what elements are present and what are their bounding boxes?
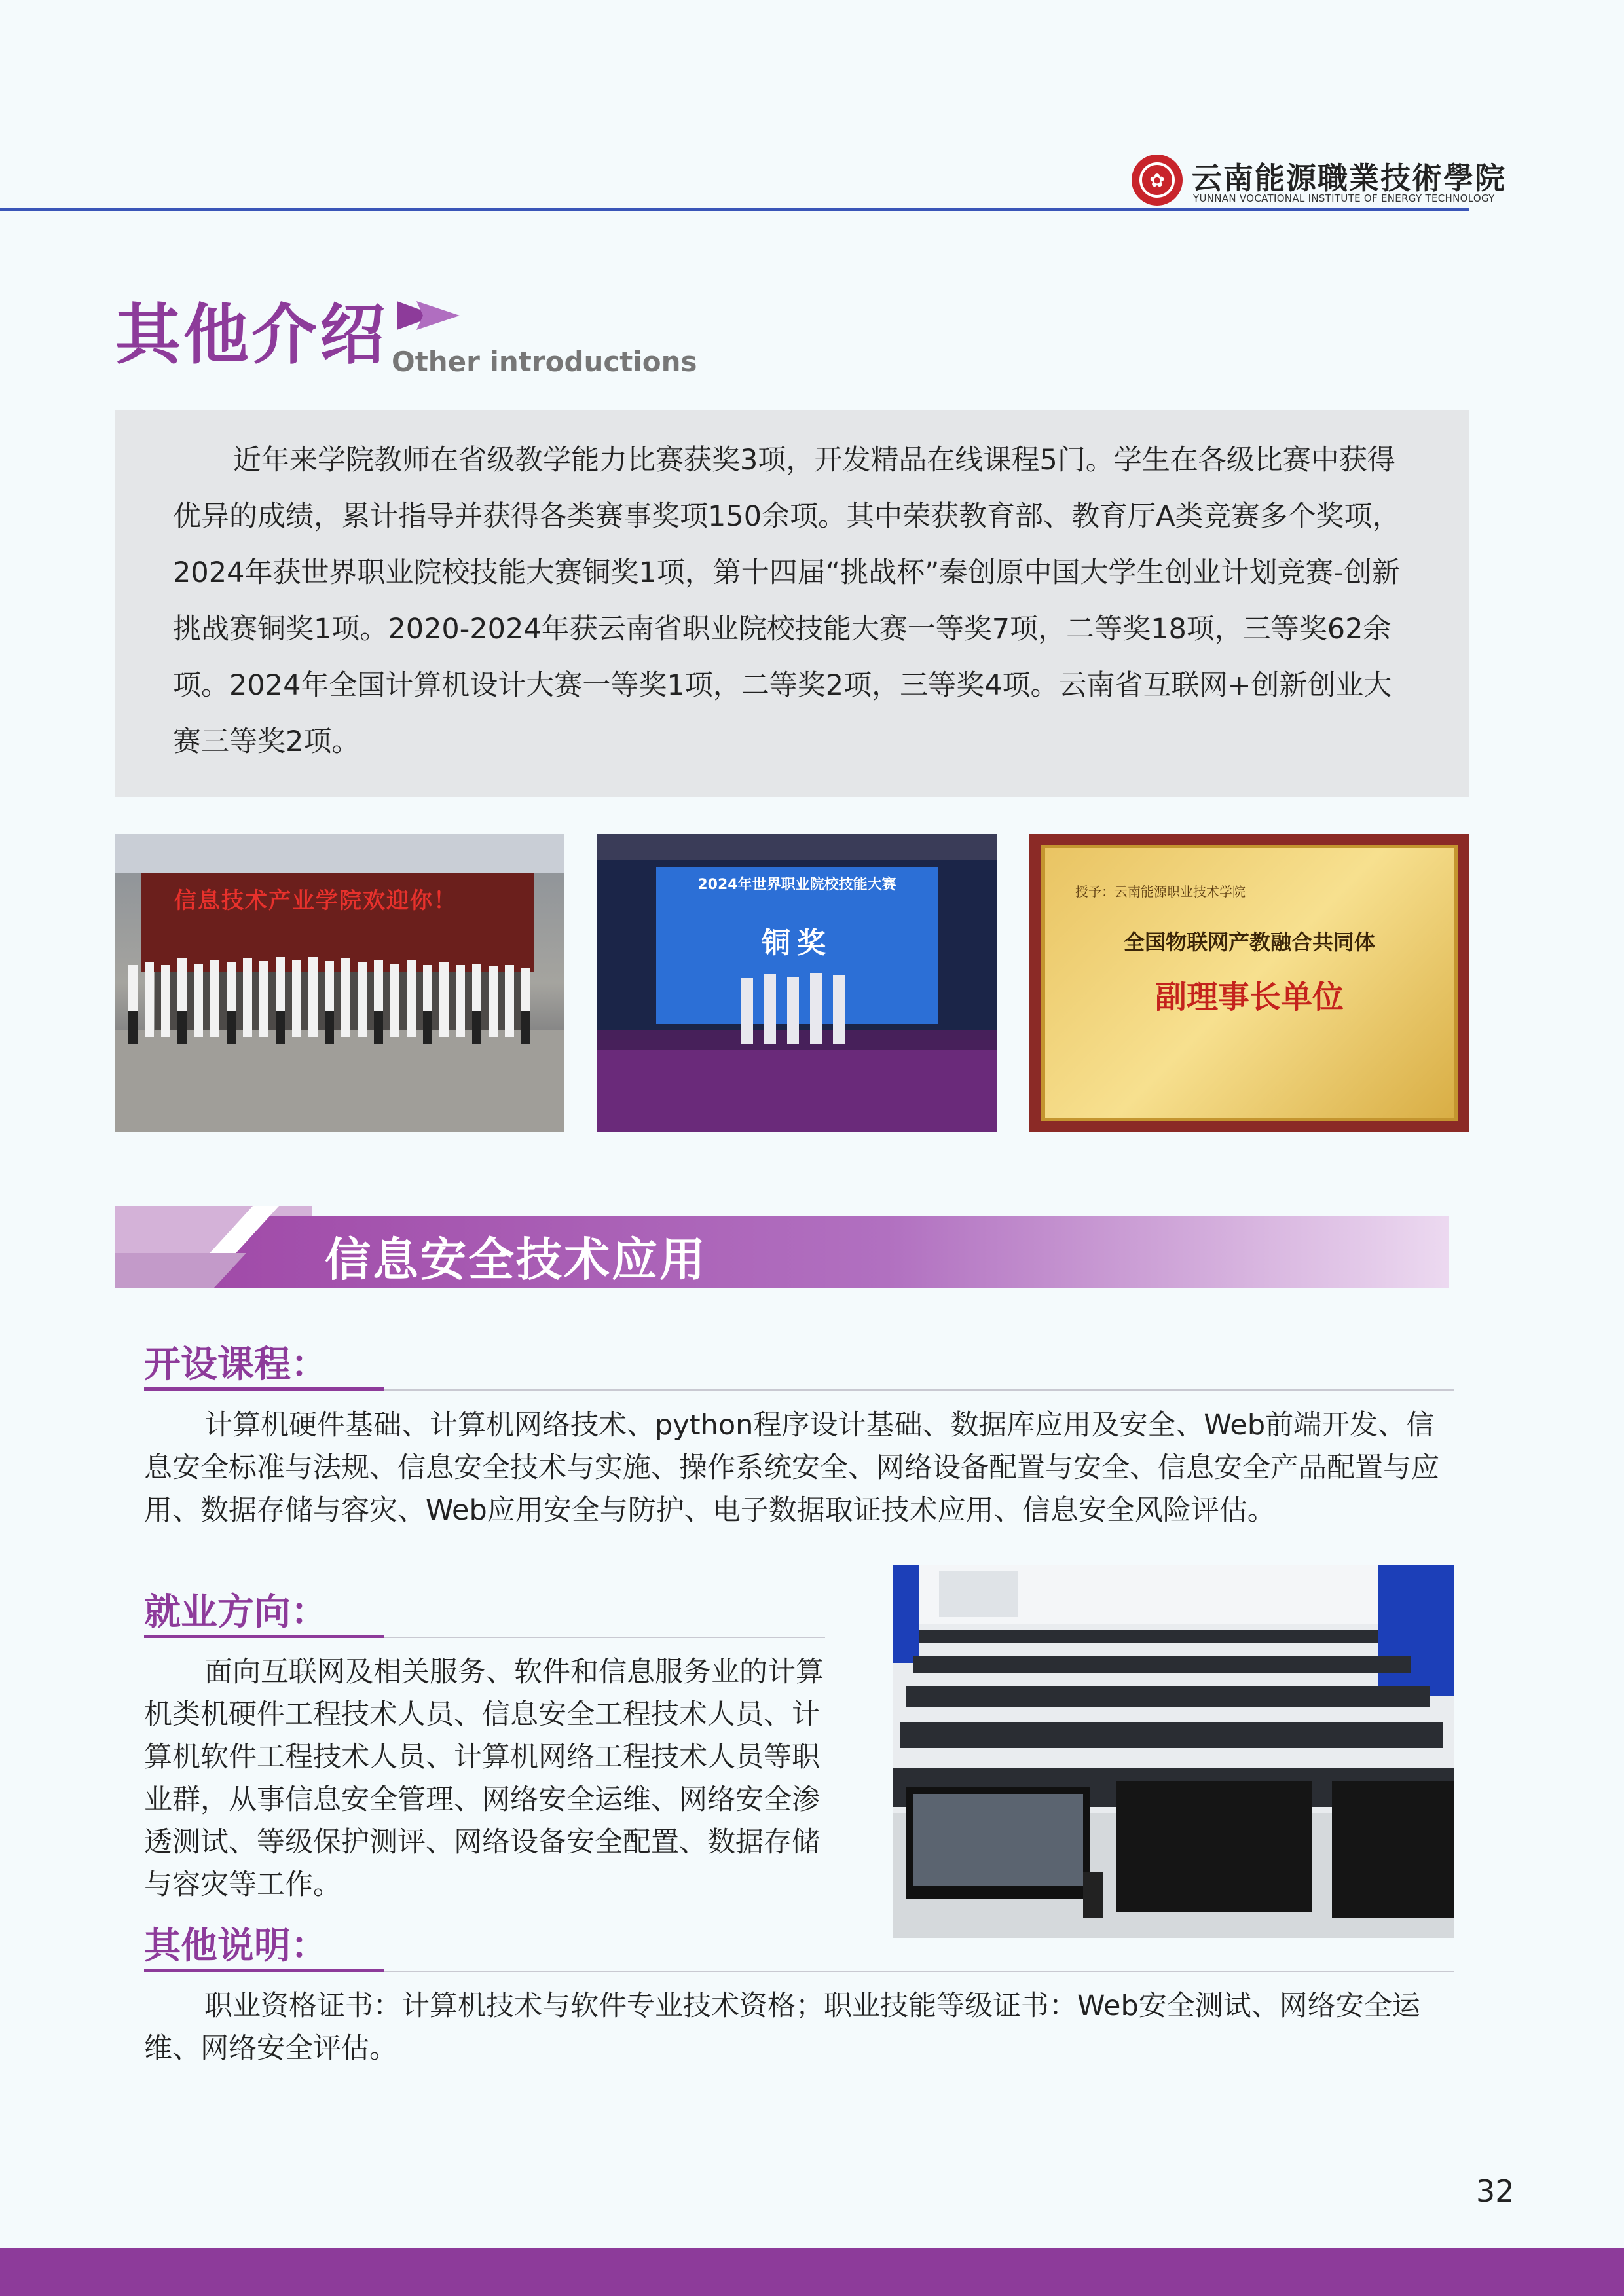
photo1-welcome-banner: 信息技术产业学院欢迎你！: [174, 888, 457, 914]
computer-lab-photo: [893, 1565, 1454, 1938]
school-logo-icon: ✿: [1132, 155, 1183, 206]
other-text: 职业资格证书：计算机技术与软件专业技术资格；职业技能等级证书：Web安全测试、网络安全运维、网络安全评估。: [144, 1990, 1420, 2065]
section-title-en: Other introductions: [392, 346, 697, 378]
section-title-cn: 其他介绍: [115, 297, 388, 373]
other-rule-accent: [144, 1969, 384, 1972]
other-heading: 其他说明：: [144, 1925, 327, 1967]
double-arrow-icon: [397, 301, 460, 342]
header-divider: [0, 208, 1469, 211]
courses-heading: 开设课程：: [144, 1343, 327, 1386]
photo2-award: 铜奖: [762, 926, 832, 960]
group-photo: [115, 834, 564, 1132]
plaque-photo: [1029, 834, 1469, 1132]
page-number: 32: [1476, 2174, 1515, 2209]
employment-heading: 就业方向：: [144, 1591, 327, 1633]
courses-rule-accent: [144, 1387, 384, 1391]
photo3-line2: 副理事长单位: [1154, 979, 1344, 1015]
section-banner: [115, 1206, 1449, 1288]
employment-rule-accent: [144, 1635, 384, 1638]
photo2-screen-title: 2024年世界职业院校技能大赛: [697, 877, 896, 893]
photo3-line1: 全国物联网产教融合共同体: [1123, 930, 1375, 955]
courses-text: 计算机硬件基础、计算机网络技术、python程序设计基础、数据库应用及安全、Web前端开发、信息安全标准与法规、信息安全技术与实施、操作系统安全、网络设备配置与安全、信息安全产品配置与应用、数据存储与容灾、Web应用安全与防护、电子数据取证技术应用、信息安全风险评估。: [144, 1409, 1439, 1527]
employment-text: 面向互联网及相关服务、软件和信息服务业的计算机类机硬件工程技术人员、信息安全工程技术人员、计算机软件工程技术人员、计算机网络工程技术人员等职业群，从事信息安全管理、网络安全运维、网络安全渗透测试、等级保护测评、网络设备安全配置、数据存储与容灾等工作。: [144, 1656, 824, 1901]
photo3-grantee: 授予：云南能源职业技术学院: [1075, 884, 1246, 900]
intro-paragraph: 近年来学院教师在省级教学能力比赛获奖3项，开发精品在线课程5门。学生在各级比赛中获得优异的成绩，累计指导并获得各类赛事奖项150余项。其中荣获教育部、教育厅A类竞赛多个奖项，2024年获世界职业院校技能大赛铜奖1项，第十四届“挑战杯”秦创原中国大学生创业计划竞赛-创新挑战赛铜奖1项。2020-2024年获云南省职业院校技能大赛一等奖7项，二等奖18项，三等奖62余项。2024年全国计算机设计大赛一等奖1项，二等奖2项，三等奖4项。云南省互联网+创新创业大赛三等奖2项。: [173, 444, 1401, 758]
footer-bar: [0, 2248, 1624, 2296]
major-title: 信息安全技术应用: [325, 1233, 707, 1286]
school-name-en: YUNNAN VOCATIONAL INSTITUTE OF ENERGY TECHNOLOGY: [1193, 192, 1495, 204]
award-stage-photo: [597, 834, 997, 1132]
school-name-cn: 云南能源職業技術學院: [1192, 160, 1506, 196]
